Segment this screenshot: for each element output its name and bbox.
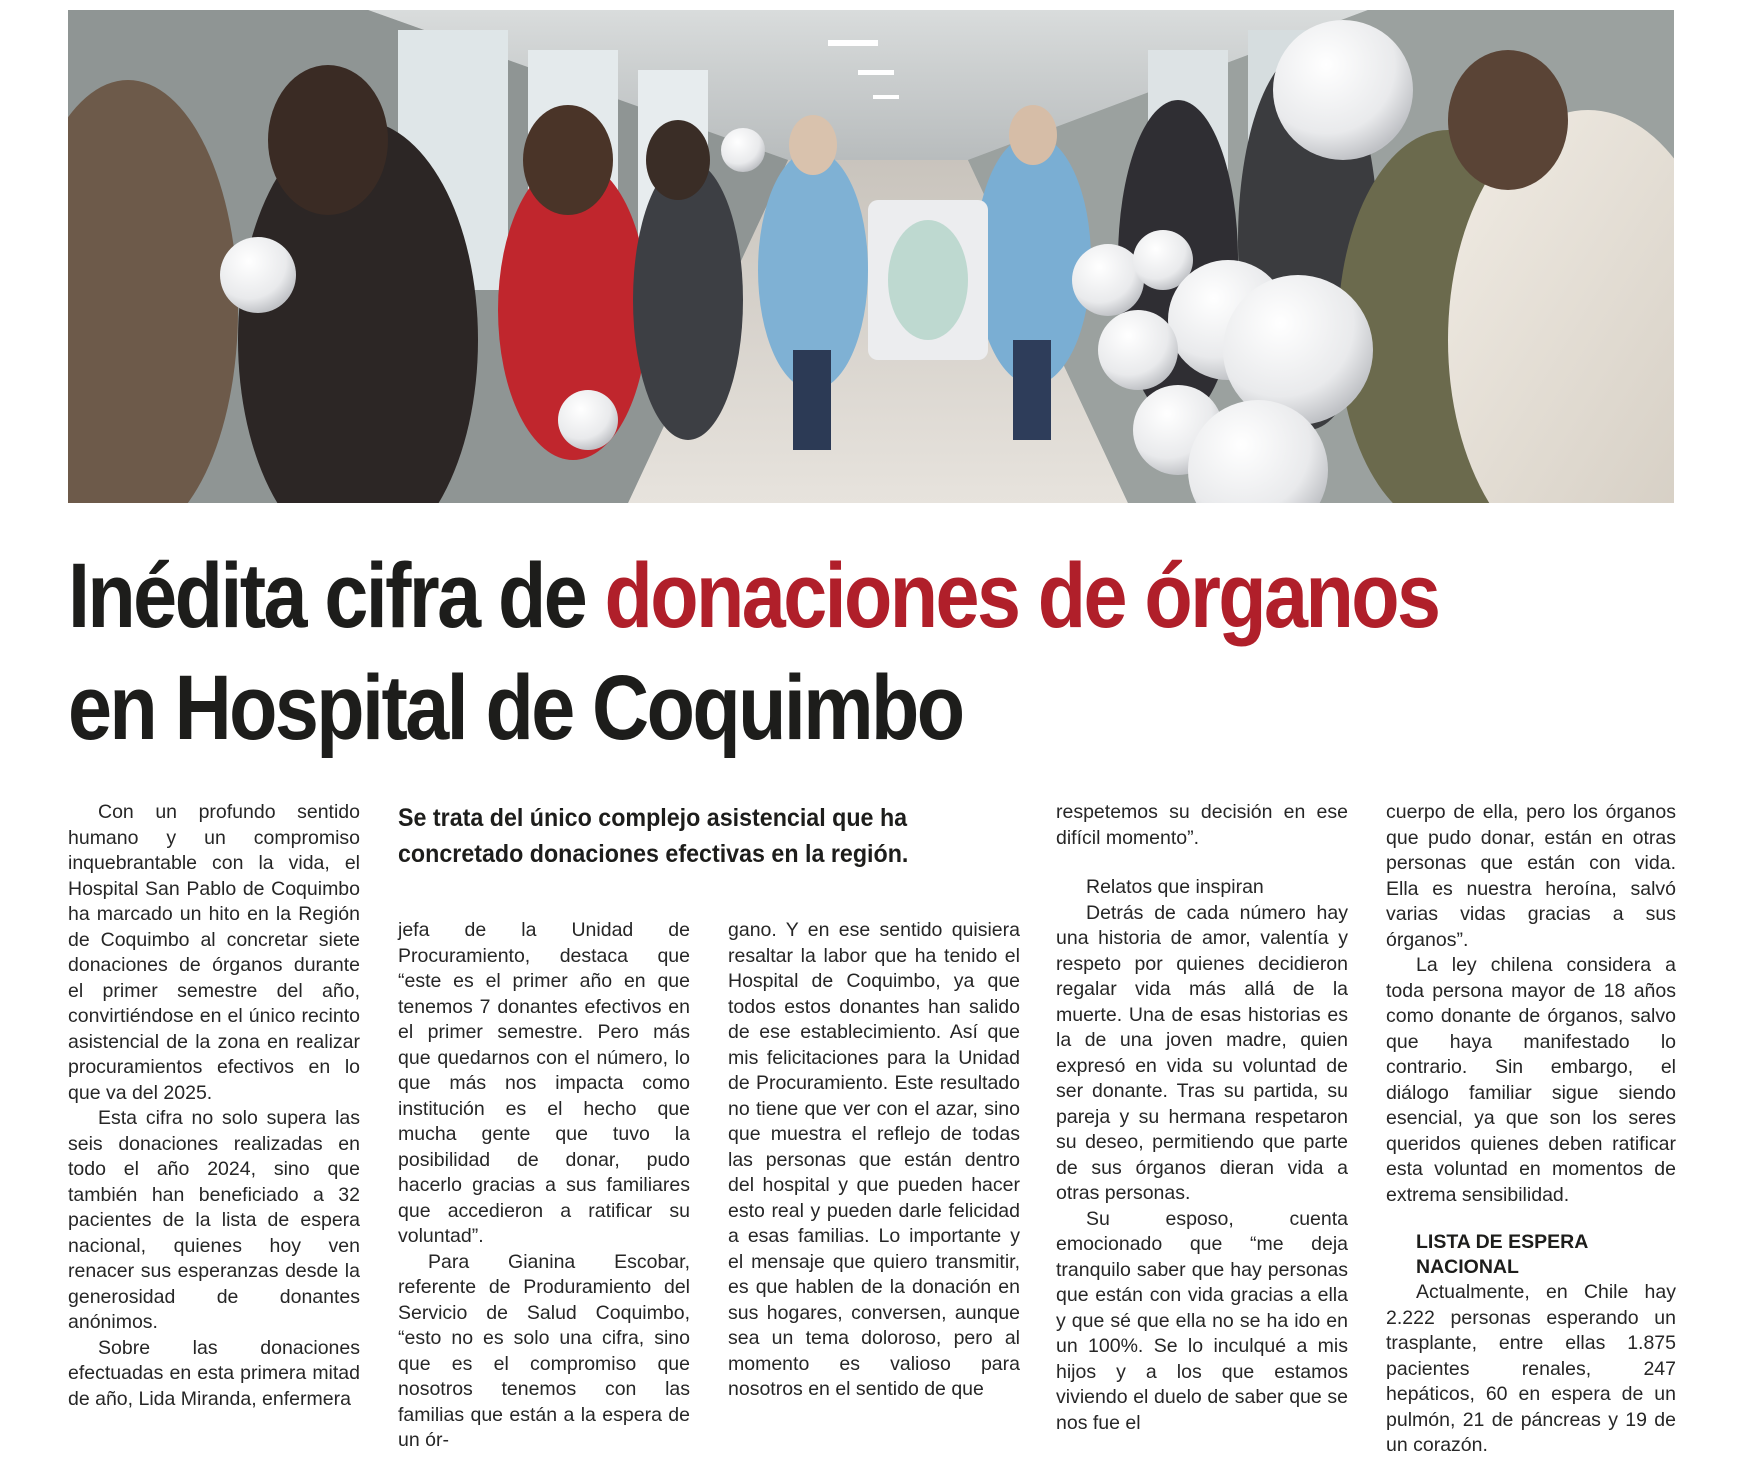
headline-part-1: Inédita cifra de (68, 545, 605, 647)
paragraph: jefa de la Unidad de Procuramiento, destaca que “este es el primer año en que tenemos 7 donantes efectivos en el primer semestre. Pero más que quedarnos con el número, lo que más nos impacta como institución es el hecho que mucha gente que tuvo la posibilidad de donar, pudo hacerlo gracias a sus familiares que accedieron a ratificar su voluntad”. (398, 919, 690, 1247)
spacer (1056, 851, 1348, 875)
hospital-corridor-photo (68, 10, 1674, 503)
paragraph: Actualmente, en Chile hay 2.222 personas esperando un trasplante, entre ellas 1.875 pacientes renales, 247 hepáticos, 60 en espera de un pulmón, 21 de páncreas y 19 de un corazón. (1386, 1281, 1676, 1456)
paragraph: respetemos su decisión en ese difícil momento”. (1056, 801, 1348, 849)
headline-line-1 (68, 540, 1478, 652)
paragraph: Para Gianina Escobar, referente de Produramiento del Servicio de Salud Coquimbo, “esto no es solo una cifra, sino que es el compromiso que nosotros tenemos con las familias que están a la espera de un ór- (398, 1250, 690, 1451)
section-title-line-2: NACIONAL (1416, 1256, 1519, 1278)
section-title-line-1: LISTA DE ESPERA (1416, 1231, 1589, 1253)
section-title-lista-de-espera (1386, 1230, 1676, 1280)
paragraph: La ley chilena considera a toda persona mayor de 18 años como donante de órganos, salvo que haya manifestado lo contrario. Sin embargo, el diálogo familiar sigue siendo esencial, ya que son los seres queridos quienes deben ratificar esta voluntad en momentos de extrema sensibilidad. (1386, 954, 1676, 1206)
paragraph: Detrás de cada número hay una historia de amor, valentía y respeto por quienes decidieron regalar vida más allá de la muerte. Una de esas historias es la de una joven madre, quien expresó en vida su voluntad de ser donante. Tras su partida, su pareja y su hermana respetaron su deseo, permitiendo que parte de sus órganos dieran vida a otras personas. (1056, 901, 1348, 1204)
section-subhead: Relatos que inspiran (1086, 876, 1264, 898)
paragraph: Sobre las donaciones efectuadas en esta primera mitad de año, Lida Miranda, enfermera (68, 1336, 360, 1410)
article-column-3 (728, 918, 1020, 1403)
paragraph: Con un profundo sentido humano y un compromiso inquebrantable con la vida, el Hospital San Pablo de Coquimbo ha marcado un hito en la Región de Coquimbo al concretar siete donaciones de órganos durante el primer semestre del año, convirtiéndose en el único recinto asistencial de la zona en realizar procuramientos efectivos en lo que va del 2025. (68, 801, 360, 1104)
article-column-4 (1056, 800, 1348, 1436)
paragraph: Esta cifra no solo supera las seis donaciones realizadas en todo el año 2024, sino que también han beneficiado a 32 pacientes de la lista de espera nacional, quienes hoy ven renacer sus esperanzas desde la generosidad de donantes anónimos. (68, 1107, 360, 1333)
article-column-5 (1386, 800, 1676, 1459)
article-column-1 (68, 800, 360, 1412)
photo-illustration (68, 10, 1674, 503)
article-column-2 (398, 918, 690, 1454)
paragraph: gano. Y en ese sentido quisiera resaltar la labor que ha tenido el Hospital de Coquimbo, ya que todos estos donantes han salido de ese establecimiento. Así que mis felicitaciones para la Unidad de Procuramiento. Este resultado no tiene que ver con el azar, sino que muestra el reflejo de todas las personas que están dentro del hospital y que pueden hacer esto real y pueden darle felicidad a esas familias. Lo importante y el mensaje que quiero transmitir, es que hablen de la donación en sus hogares, conversen, aunque sea un tema doloroso, pero al momento es valioso para nosotros en el sentido de que (728, 919, 1020, 1400)
deck-subtitle: Se trata del único complejo asistencial que ha concretado donaciones efectivas en la región. (398, 804, 909, 868)
headline-accent: donaciones de órganos (604, 545, 1439, 647)
paragraph: cuerpo de ella, pero los órganos que pudo donar, están en otras personas que están con vida. Ella es nuestra heroína, salvó varias vidas gracias a sus órganos”. (1386, 801, 1676, 951)
headline (68, 540, 1478, 764)
paragraph: Su esposo, cuenta emocionado que “me deja tranquilo saber que hay personas que están con vida gracias a ella y que sé que ella no se ha ido en un 100%. Se lo inculqué a mis hijos y a los que estamos viviendo el duelo de saber que se nos fue el (1056, 1207, 1348, 1434)
headline-line-2: en Hospital de Coquimbo (68, 657, 963, 759)
